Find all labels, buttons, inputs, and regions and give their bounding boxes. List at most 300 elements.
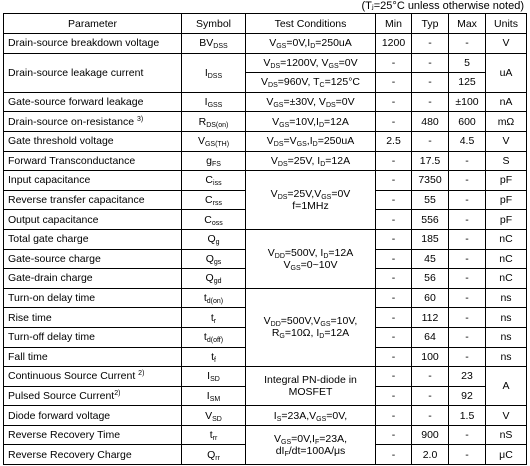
cond-sub: F bbox=[314, 438, 320, 446]
condition-cell bbox=[246, 34, 376, 54]
condition-cell bbox=[246, 229, 376, 288]
cond-text: V bbox=[263, 315, 271, 328]
cond-sub: GS bbox=[276, 43, 287, 51]
header-symbol: Symbol bbox=[182, 14, 246, 34]
param-text: Reverse Recovery Charge bbox=[8, 448, 132, 461]
condition-cell bbox=[246, 131, 376, 151]
param-text: Forward Transconductance bbox=[8, 154, 136, 167]
typ-cell: 64 bbox=[412, 327, 449, 347]
param-cell bbox=[4, 190, 182, 210]
typ-cell: - bbox=[412, 386, 449, 406]
param-text: Diode forward voltage bbox=[8, 409, 111, 422]
param-text: Continuous Source Current bbox=[8, 370, 136, 383]
symbol-text: V bbox=[205, 409, 213, 422]
symbol-text: C bbox=[205, 174, 214, 187]
param-cell bbox=[4, 112, 182, 132]
min-cell: - bbox=[376, 210, 412, 230]
unit-cell: nS bbox=[486, 425, 527, 445]
min-cell: - bbox=[376, 425, 412, 445]
cond-text: R bbox=[271, 327, 280, 340]
condition-cell bbox=[246, 151, 376, 171]
cond-text: V bbox=[272, 115, 280, 128]
cond-text: =12A bbox=[325, 154, 351, 167]
symbol-sub: GSS bbox=[207, 102, 223, 110]
symbol-text: g bbox=[206, 154, 212, 167]
symbol-text: Q bbox=[205, 252, 214, 265]
cond-text: dI bbox=[275, 444, 285, 457]
symbol-cell bbox=[182, 229, 246, 249]
param-cell bbox=[4, 92, 182, 112]
cond-text: V bbox=[269, 37, 277, 50]
table-row bbox=[4, 34, 527, 54]
unit-cell: pF bbox=[486, 171, 527, 191]
min-cell: - bbox=[376, 171, 412, 191]
table-row bbox=[4, 288, 527, 308]
typ-cell: - bbox=[412, 53, 449, 73]
symbol-text: t bbox=[209, 429, 213, 442]
symbol-cell bbox=[182, 171, 246, 191]
unit-cell: ns bbox=[486, 347, 527, 367]
param-text: Output capacitance bbox=[8, 213, 99, 226]
cond-sub: GS bbox=[296, 141, 307, 149]
max-cell: 23 bbox=[449, 367, 486, 387]
cond-text: =0V, bbox=[326, 409, 348, 422]
symbol-sub: GS(TH) bbox=[204, 141, 230, 149]
cond-sub: S bbox=[276, 415, 282, 423]
cond-text: =V bbox=[283, 135, 297, 148]
symbol-sub: rr bbox=[215, 454, 220, 462]
max-cell: - bbox=[449, 288, 486, 308]
cond-text: =0V bbox=[331, 188, 351, 201]
unit-cell: V bbox=[486, 131, 527, 151]
symbol-text: C bbox=[204, 213, 212, 226]
max-cell: - bbox=[449, 249, 486, 269]
header-units: Units bbox=[486, 14, 527, 34]
cond-sub: GS bbox=[321, 194, 332, 202]
symbol-sub: SD bbox=[210, 376, 220, 384]
max-cell: - bbox=[449, 269, 486, 289]
typ-cell: 60 bbox=[412, 288, 449, 308]
symbol-cell bbox=[182, 367, 246, 387]
min-cell: - bbox=[376, 151, 412, 171]
symbol-text: Q bbox=[205, 272, 214, 285]
cond-text: =10V, bbox=[330, 315, 358, 328]
param-cell bbox=[4, 327, 182, 347]
table-row bbox=[4, 367, 527, 387]
param-cell bbox=[4, 386, 182, 406]
max-cell: - bbox=[449, 327, 486, 347]
min-cell: - bbox=[376, 190, 412, 210]
cond-sub: GS bbox=[273, 102, 284, 110]
cond-sub: D bbox=[323, 252, 329, 260]
table-note: (Tⱼ=25°C unless otherwise noted) bbox=[361, 0, 524, 12]
electrical-characteristics-table bbox=[3, 13, 527, 465]
min-cell: - bbox=[376, 92, 412, 112]
typ-cell: - bbox=[412, 34, 449, 54]
cond-sub: DD bbox=[270, 321, 281, 329]
min-cell: - bbox=[376, 367, 412, 387]
symbol-text: R bbox=[198, 115, 207, 128]
cond-text: V bbox=[266, 135, 274, 148]
cond-text: =0V bbox=[338, 56, 358, 69]
cond-sub: DS bbox=[273, 141, 284, 149]
cond-text: =250uA bbox=[315, 37, 352, 50]
typ-cell: - bbox=[412, 367, 449, 387]
unit-cell: A bbox=[486, 367, 527, 406]
max-cell: 92 bbox=[449, 386, 486, 406]
unit-cell: nC bbox=[486, 269, 527, 289]
symbol-sub: gs bbox=[213, 258, 222, 266]
cond-text: V bbox=[261, 76, 269, 89]
cond-text: Integral PN-diode in bbox=[264, 374, 357, 387]
typ-cell: 185 bbox=[412, 229, 449, 249]
param-cell bbox=[4, 445, 182, 465]
param-text: Drain-source leakage current bbox=[8, 66, 144, 79]
cond-text: ,I bbox=[306, 135, 313, 148]
cond-sub: DD bbox=[274, 252, 285, 260]
symbol-cell bbox=[182, 53, 246, 92]
header-typ: Typ bbox=[412, 14, 449, 34]
symbol-text: I bbox=[206, 389, 210, 402]
symbol-sub: r bbox=[213, 317, 217, 325]
table-row bbox=[4, 131, 527, 151]
min-cell: - bbox=[376, 327, 412, 347]
cond-sub: GS bbox=[320, 321, 331, 329]
min-cell: - bbox=[376, 229, 412, 249]
param-text: Total gate charge bbox=[8, 233, 89, 246]
unit-cell: μC bbox=[486, 445, 527, 465]
cond-sub: D bbox=[320, 160, 326, 168]
param-text: Pulsed Source Current bbox=[8, 389, 115, 402]
cond-text: V bbox=[273, 432, 281, 445]
symbol-cell bbox=[182, 92, 246, 112]
condition-cell bbox=[246, 73, 376, 93]
param-text: Turn-on delay time bbox=[8, 292, 96, 305]
max-cell: 4.5 bbox=[449, 131, 486, 151]
cond-text: =±30V, V bbox=[283, 96, 326, 109]
symbol-sub: iss bbox=[213, 180, 222, 188]
max-cell: - bbox=[449, 171, 486, 191]
max-cell: 5 bbox=[449, 53, 486, 73]
symbol-cell bbox=[182, 445, 246, 465]
param-cell bbox=[4, 229, 182, 249]
unit-cell: nC bbox=[486, 249, 527, 269]
header-row bbox=[4, 14, 527, 34]
param-text: Drain-source on-resistance bbox=[8, 115, 135, 128]
table-row bbox=[4, 229, 527, 249]
cond-text: V bbox=[263, 56, 271, 69]
symbol-cell bbox=[182, 406, 246, 426]
cond-text: MOSFET bbox=[288, 386, 333, 399]
cond-text: =500V, I bbox=[284, 246, 324, 259]
symbol-text: V bbox=[197, 135, 205, 148]
cond-sub: GS bbox=[328, 62, 339, 70]
symbol-text: t bbox=[210, 311, 214, 324]
table-row bbox=[4, 151, 527, 171]
symbol-cell bbox=[182, 425, 246, 445]
typ-cell: - bbox=[412, 406, 449, 426]
min-cell: - bbox=[376, 386, 412, 406]
table-row bbox=[4, 406, 527, 426]
max-cell: ±100 bbox=[449, 92, 486, 112]
cond-sub: GS bbox=[316, 415, 327, 423]
symbol-sub: d(off) bbox=[206, 337, 224, 345]
param-text: Rise time bbox=[8, 311, 52, 324]
typ-cell: 17.5 bbox=[412, 151, 449, 171]
unit-cell: nC bbox=[486, 229, 527, 249]
param-text: Gate-source forward leakage bbox=[8, 96, 144, 109]
cond-text: /dt=100A/μs bbox=[288, 444, 346, 457]
param-text: Gate-source charge bbox=[8, 252, 101, 265]
param-cell bbox=[4, 34, 182, 54]
cond-text: =23A,V bbox=[281, 409, 317, 422]
param-text: Reverse transfer capacitance bbox=[8, 194, 145, 207]
typ-cell: 2.0 bbox=[412, 445, 449, 465]
symbol-sub: gd bbox=[213, 278, 222, 286]
min-cell: - bbox=[376, 269, 412, 289]
symbol-cell bbox=[182, 288, 246, 308]
cond-sub: F bbox=[284, 450, 289, 458]
symbol-cell bbox=[182, 249, 246, 269]
param-cell bbox=[4, 53, 182, 92]
symbol-sub: g bbox=[215, 239, 220, 247]
min-cell: - bbox=[376, 308, 412, 328]
cond-text: =0~10V bbox=[300, 258, 338, 271]
symbol-text: t bbox=[203, 292, 207, 305]
typ-cell: 480 bbox=[412, 112, 449, 132]
param-text: Fall time bbox=[8, 350, 48, 363]
max-cell: 125 bbox=[449, 73, 486, 93]
typ-cell: 55 bbox=[412, 190, 449, 210]
symbol-cell bbox=[182, 210, 246, 230]
condition-cell bbox=[246, 171, 376, 230]
param-text: Turn-off delay time bbox=[8, 331, 95, 344]
max-cell: - bbox=[449, 151, 486, 171]
unit-cell: V bbox=[486, 406, 527, 426]
param-text: Gate-drain charge bbox=[8, 272, 93, 285]
max-cell: - bbox=[449, 445, 486, 465]
symbol-cell bbox=[182, 131, 246, 151]
param-cell bbox=[4, 347, 182, 367]
param-cell bbox=[4, 288, 182, 308]
symbol-text: Q bbox=[207, 233, 216, 246]
cond-sub: DS bbox=[270, 62, 281, 70]
cond-text: =125°C bbox=[324, 76, 360, 89]
typ-cell: 112 bbox=[412, 308, 449, 328]
cond-text: =25V,V bbox=[287, 188, 322, 201]
typ-cell: - bbox=[412, 73, 449, 93]
unit-cell: uA bbox=[486, 53, 527, 92]
cond-sub: D bbox=[319, 333, 325, 341]
symbol-sub: rss bbox=[212, 200, 222, 208]
typ-cell: - bbox=[412, 92, 449, 112]
cond-text: V bbox=[270, 188, 278, 201]
max-cell: 600 bbox=[449, 112, 486, 132]
condition-cell bbox=[246, 53, 376, 73]
symbol-sub: oss bbox=[211, 219, 223, 227]
param-cell bbox=[4, 151, 182, 171]
unit-cell: ns bbox=[486, 308, 527, 328]
min-cell: 2.5 bbox=[376, 131, 412, 151]
symbol-sub: rr bbox=[212, 435, 218, 443]
typ-cell: 56 bbox=[412, 269, 449, 289]
typ-cell: 900 bbox=[412, 425, 449, 445]
unit-cell: S bbox=[486, 151, 527, 171]
max-cell: - bbox=[449, 190, 486, 210]
footnote-ref: 2) bbox=[138, 370, 145, 378]
symbol-text: I bbox=[204, 96, 208, 109]
param-cell bbox=[4, 308, 182, 328]
typ-cell: 100 bbox=[412, 347, 449, 367]
param-cell bbox=[4, 131, 182, 151]
cond-text: =12A bbox=[328, 246, 354, 259]
symbol-sub: DSS bbox=[213, 43, 228, 51]
min-cell: 1200 bbox=[376, 34, 412, 54]
max-cell: - bbox=[449, 308, 486, 328]
symbol-sub: DSS bbox=[207, 72, 223, 80]
min-cell: - bbox=[376, 53, 412, 73]
param-cell bbox=[4, 269, 182, 289]
symbol-sub: SM bbox=[209, 395, 221, 403]
cond-text: =10Ω, I bbox=[284, 327, 320, 340]
symbol-sub: d(on) bbox=[206, 298, 224, 306]
symbol-sub: f bbox=[213, 356, 216, 364]
param-text: Reverse Recovery Time bbox=[8, 429, 121, 442]
min-cell: - bbox=[376, 347, 412, 367]
symbol-sub: FS bbox=[211, 160, 221, 168]
unit-cell: pF bbox=[486, 210, 527, 230]
table-row bbox=[4, 425, 527, 445]
cond-text: V bbox=[283, 258, 291, 271]
max-cell: 1.5 bbox=[449, 406, 486, 426]
param-cell bbox=[4, 425, 182, 445]
symbol-cell bbox=[182, 308, 246, 328]
cond-sub: G bbox=[279, 333, 285, 341]
param-text: Gate threshold voltage bbox=[8, 135, 114, 148]
header-test-conditions: Test Conditions bbox=[246, 14, 376, 34]
cond-text: =500V,V bbox=[280, 315, 321, 328]
symbol-text: I bbox=[204, 66, 208, 79]
cond-text: =0V,I bbox=[286, 37, 311, 50]
condition-cell bbox=[246, 288, 376, 366]
param-cell bbox=[4, 406, 182, 426]
cond-text: V bbox=[267, 246, 275, 259]
min-cell: - bbox=[376, 445, 412, 465]
symbol-cell bbox=[182, 269, 246, 289]
header-min: Min bbox=[376, 14, 412, 34]
typ-cell: 45 bbox=[412, 249, 449, 269]
param-cell bbox=[4, 210, 182, 230]
symbol-cell bbox=[182, 151, 246, 171]
symbol-cell bbox=[182, 347, 246, 367]
param-cell bbox=[4, 367, 182, 387]
header-parameter: Parameter bbox=[4, 14, 182, 34]
symbol-cell bbox=[182, 34, 246, 54]
footnote-ref: 2) bbox=[114, 389, 121, 397]
cond-sub: GS bbox=[290, 264, 301, 272]
symbol-text: I bbox=[207, 370, 211, 383]
param-cell bbox=[4, 249, 182, 269]
unit-cell: ns bbox=[486, 288, 527, 308]
table-row bbox=[4, 112, 527, 132]
symbol-cell bbox=[182, 190, 246, 210]
min-cell: - bbox=[376, 112, 412, 132]
cond-text: =12A bbox=[324, 115, 349, 128]
param-cell bbox=[4, 171, 182, 191]
condition-cell bbox=[246, 425, 376, 464]
cond-text: =1200V, V bbox=[280, 56, 329, 69]
cond-text: =10V,I bbox=[289, 115, 319, 128]
cond-sub: DS bbox=[325, 102, 336, 110]
cond-sub: GS bbox=[281, 438, 292, 446]
max-cell: - bbox=[449, 229, 486, 249]
cond-text: V bbox=[270, 154, 278, 167]
symbol-cell bbox=[182, 386, 246, 406]
cond-sub: D bbox=[312, 141, 318, 149]
cond-sub: GS bbox=[279, 121, 290, 129]
unit-cell: ns bbox=[486, 327, 527, 347]
max-cell: - bbox=[449, 210, 486, 230]
cond-text: f=1MHz bbox=[292, 200, 329, 213]
symbol-text: BV bbox=[199, 37, 214, 50]
cond-sub: D bbox=[318, 121, 325, 129]
table-row bbox=[4, 171, 527, 191]
min-cell: - bbox=[376, 73, 412, 93]
header-max: Max bbox=[449, 14, 486, 34]
cond-text: =0V bbox=[335, 96, 355, 109]
typ-cell: 556 bbox=[412, 210, 449, 230]
cond-text: I bbox=[273, 409, 277, 422]
condition-cell bbox=[246, 406, 376, 426]
condition-cell bbox=[246, 367, 376, 406]
typ-cell: - bbox=[412, 131, 449, 151]
symbol-cell bbox=[182, 327, 246, 347]
cond-text: =12A bbox=[324, 327, 350, 340]
cond-sub: C bbox=[319, 82, 325, 90]
param-text: Drain-source breakdown voltage bbox=[8, 37, 160, 50]
min-cell: - bbox=[376, 249, 412, 269]
max-cell: - bbox=[449, 425, 486, 445]
table-row bbox=[4, 92, 527, 112]
cond-text: V bbox=[266, 96, 274, 109]
symbol-text: t bbox=[203, 331, 207, 344]
typ-cell: 7350 bbox=[412, 171, 449, 191]
unit-cell: pF bbox=[486, 190, 527, 210]
cond-sub: DS bbox=[277, 194, 288, 202]
min-cell: - bbox=[376, 288, 412, 308]
symbol-text: Q bbox=[207, 448, 216, 461]
cond-text: =960V, T bbox=[277, 76, 320, 89]
condition-cell bbox=[246, 112, 376, 132]
param-text: Input capacitance bbox=[8, 174, 91, 187]
cond-text: =25V, I bbox=[287, 154, 321, 167]
unit-cell: nA bbox=[486, 92, 527, 112]
symbol-text: t bbox=[211, 350, 214, 363]
max-cell: - bbox=[449, 347, 486, 367]
cond-text: =250uA bbox=[317, 135, 355, 148]
condition-cell bbox=[246, 92, 376, 112]
symbol-text: C bbox=[205, 194, 213, 207]
symbol-sub: DS(on) bbox=[206, 121, 229, 129]
table-row bbox=[4, 53, 527, 73]
symbol-sub: SD bbox=[212, 415, 222, 423]
symbol-cell bbox=[182, 112, 246, 132]
max-cell: - bbox=[449, 34, 486, 54]
cond-sub: DS bbox=[277, 160, 288, 168]
cond-sub: D bbox=[310, 43, 316, 51]
min-cell: - bbox=[376, 406, 412, 426]
unit-cell: mΩ bbox=[486, 112, 527, 132]
